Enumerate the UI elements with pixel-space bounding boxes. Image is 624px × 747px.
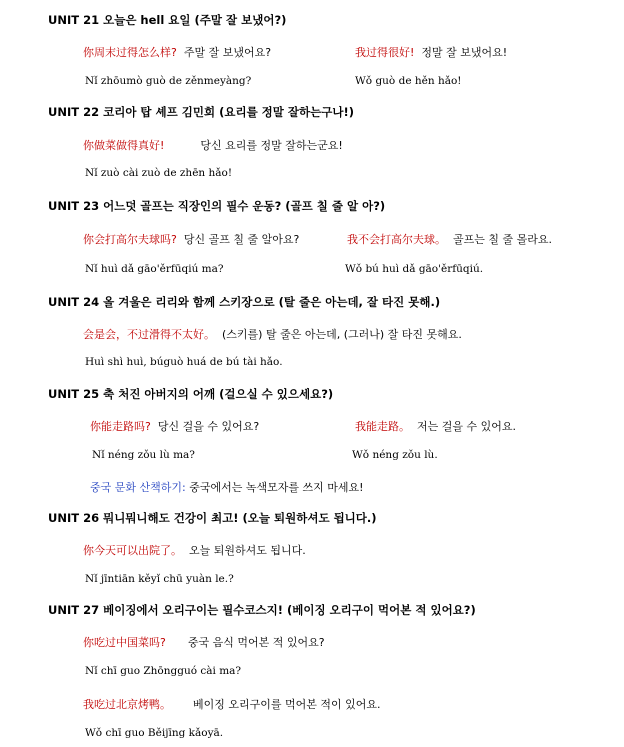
chinese-text: 你会打高尔夫球吗? <box>83 233 177 246</box>
pinyin: Nǐ jīntiān kěyǐ chū yuàn le.? <box>85 573 234 585</box>
unit-25-heading: UNIT 25 축 처진 아버지의 어깨 (걸으실 수 있으세요?) <box>48 387 334 401</box>
korean-text: 베이징 오리구이를 먹어본 적이 있어요. <box>193 698 381 711</box>
korean-text: 오늘 퇴원하셔도 됩니다. <box>189 544 306 557</box>
unit-21-heading: UNIT 21 오늘은 hell 요일 (주말 잘 보냈어?) <box>48 13 287 27</box>
korean-text: 중국 음식 먹어본 적 있어요? <box>187 636 325 649</box>
korean-text: 저는 걸을 수 있어요. <box>417 420 516 433</box>
unit-21-line-1 <box>83 44 271 60</box>
korean-text: 정말 잘 보냈어요! <box>421 46 508 59</box>
unit-26-line-1 <box>83 542 306 558</box>
pinyin: Wǒ chī guo Běijīng kǎoyā. <box>85 727 224 739</box>
chinese-text: 你吃过中国菜吗? <box>83 636 166 649</box>
culture-text: 중국에서는 녹색모자를 쓰지 마세요! <box>185 481 364 494</box>
unit-27-heading: UNIT 27 베이징에서 오리구이는 필수코스지! (베이징 오리구이 먹어본 적 있어요?) <box>48 603 476 617</box>
korean-text: 당신 요리를 정말 잘하는군요! <box>200 139 343 152</box>
pinyin: Wǒ bú huì dǎ gāo'ěrfūqiú. <box>345 263 484 275</box>
chinese-text: 你做菜做得真好! <box>83 139 165 152</box>
korean-text: 당신 골프 칠 줄 알아요? <box>183 233 300 246</box>
unit-25-line-1 <box>90 418 259 434</box>
unit-25-line-2 <box>355 418 516 434</box>
chinese-text: 我不会打高尔夫球。 <box>347 233 446 246</box>
pinyin: Nǐ huì dǎ gāo'ěrfūqiú ma? <box>85 263 224 275</box>
korean-text: 골프는 칠 줄 몰라요. <box>453 233 552 246</box>
chinese-text: 你今天可以出院了。 <box>83 544 182 557</box>
unit-27-line-1 <box>83 634 325 650</box>
chinese-text: 会是会，不过滑得不太好。 <box>83 328 215 341</box>
korean-text: 당신 걸을 수 있어요? <box>157 420 260 433</box>
pinyin: Nǐ néng zǒu lù ma? <box>92 449 195 461</box>
unit-23-line-1 <box>83 231 299 247</box>
unit-23-heading: UNIT 23 어느덧 골프는 직장인의 필수 운동? (골프 칠 줄 알 아?) <box>48 199 386 213</box>
pinyin: Nǐ zhōumò guò de zěnmeyàng? <box>85 75 252 87</box>
unit-24-line-1 <box>83 326 462 342</box>
pinyin: Wǒ néng zǒu lù. <box>352 449 438 461</box>
chinese-text: 你能走路吗? <box>90 420 151 433</box>
chinese-text: 你周末过得怎么样? <box>83 46 177 59</box>
pinyin: Huì shì huì, búguò huá de bú tài hǎo. <box>85 356 283 368</box>
unit-27-line-2 <box>83 696 381 712</box>
chinese-text: 我吃过北京烤鸭。 <box>83 698 171 711</box>
pinyin: Wǒ guò de hěn hǎo! <box>355 75 462 87</box>
culture-note <box>90 479 364 495</box>
unit-24-heading: UNIT 24 올 겨울은 리리와 함께 스키장으로 (탈 줄은 아는데, 잘 타진 못해.) <box>48 295 441 309</box>
pinyin: Nǐ zuò cài zuò de zhēn hǎo! <box>85 167 233 179</box>
pinyin: Nǐ chī guo Zhōngguó cài ma? <box>85 665 242 677</box>
korean-text: 주말 잘 보냈어요? <box>183 46 272 59</box>
unit-22-line-1 <box>83 137 343 153</box>
korean-text: (스키를) 탈 줄은 아는데, (그러나) 잘 타진 못해요. <box>222 328 462 341</box>
unit-26-heading: UNIT 26 뭐니뭐니해도 건강이 최고! (오늘 퇴원하셔도 됩니다.) <box>48 511 377 525</box>
chinese-text: 我能走路。 <box>355 420 410 433</box>
chinese-text: 我过得很好! <box>355 46 415 59</box>
unit-21-line-2 <box>355 44 507 60</box>
unit-22-heading: UNIT 22 코리아 탑 셰프 김민희 (요리를 정말 잘하는구나!) <box>48 105 354 119</box>
unit-23-line-2 <box>347 231 552 247</box>
culture-link[interactable]: 중국 문화 산책하기: <box>90 481 186 494</box>
